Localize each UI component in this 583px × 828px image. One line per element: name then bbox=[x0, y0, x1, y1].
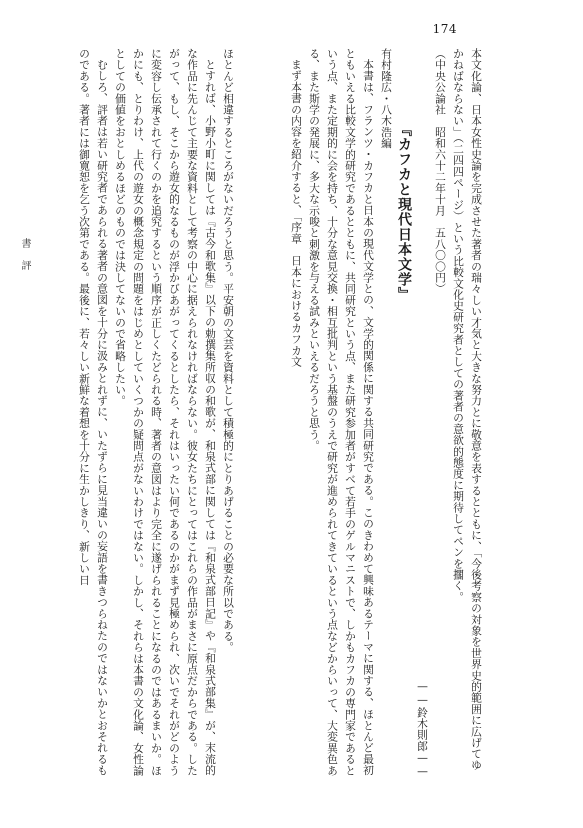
review-paragraph: とすれば、小野小町に関しては『古今和歌集』以下の勅撰集所収の和歌が、和泉式部に関しては『和泉式部日記』や『和泉式部集』が、末流的な作品に先んじて主要な資料として考察の中心に据えられなければならない。彼女たちにとってはこれらの作品がまさに原点だからである。したがって、もし、そこから遊女的なるものが浮かびあがってくるとしたら、それはいったい何であるのかがまず見極められ、次いでそれがどのように変容し伝承されて行くのかを追究するという順序が正しくたどられる時、著者の意図はより完全に遂げられることになるのではあるまいか。ほかにも、とりわけ、上代の遊女の概念規定の問題をはじめとしていくつかの疑問点がないわけではない。しかし、それらは本書の文化論、女性論としての価値をおとしめるほどのものでは決してないので省略したい。 bbox=[114, 48, 217, 776]
left-column bbox=[37, 48, 237, 778]
reviewer-name: ——鈴木則郎—— bbox=[416, 679, 429, 778]
running-head: 書評 bbox=[19, 238, 30, 282]
review-paragraph: まず本書の内容を紹介すると、「序章 日本におけるカフカ文 bbox=[290, 58, 303, 367]
review-paragraph: 本書は、フランツ・カフカと日本の現代文学との、文学的関係に関する共同研究である。このきわめて興味あるテーマに関する、ほとんど最初ともいえる比較文学的研究であるとともに、共同研究という点、また研究参加者がすべて若手のゲルマニストで、しかもカフカの専門家であるという点、また定期的に会を持ち、十分な意見交換・相互批判という基盤のうえで研究が進められてきているという点などからいって、大変異色ある、また斯学の発展に、多大な示唆と刺激を与える試みといえるだろうと思う。 bbox=[308, 48, 375, 776]
right-column bbox=[260, 48, 485, 778]
page-number: 174 bbox=[432, 22, 457, 36]
review-paragraph: むしろ、評者は若い研究者であられる著者の意図を十分に汲みとれずに、いたずらに見当違いの妄語を書きつらねたのではないかとおそれるものである。著者には御寛恕を乞う次第である。最後に、若々しい新鮮な着想を十分に生かしきり、新しい日 bbox=[78, 48, 109, 776]
book-title: 『カフカと現代日本文学』 bbox=[396, 122, 412, 302]
review-paragraph: ほとんど相違するところがないだろうと思う。平安朝の文芸を資料として積極的にとりあげることの必要な所以である。 bbox=[222, 48, 235, 653]
review-continuation: 本文化論、日本女性史論を完成させた著者の瑞々しい才気と大きな努力とに敬意を表するとともに、「今後考察の対象を世界史的範囲に広げてゆかねばならない」（二四四ページ）という比較文化史研究者としての著者の意欲的態度に期待してペンを擱く。 bbox=[452, 48, 483, 771]
publication-info: （中央公論社 昭和六十二年十月 五八〇〇円） bbox=[434, 48, 447, 295]
book-authors: 有村隆広・八木浩編 bbox=[380, 48, 393, 149]
